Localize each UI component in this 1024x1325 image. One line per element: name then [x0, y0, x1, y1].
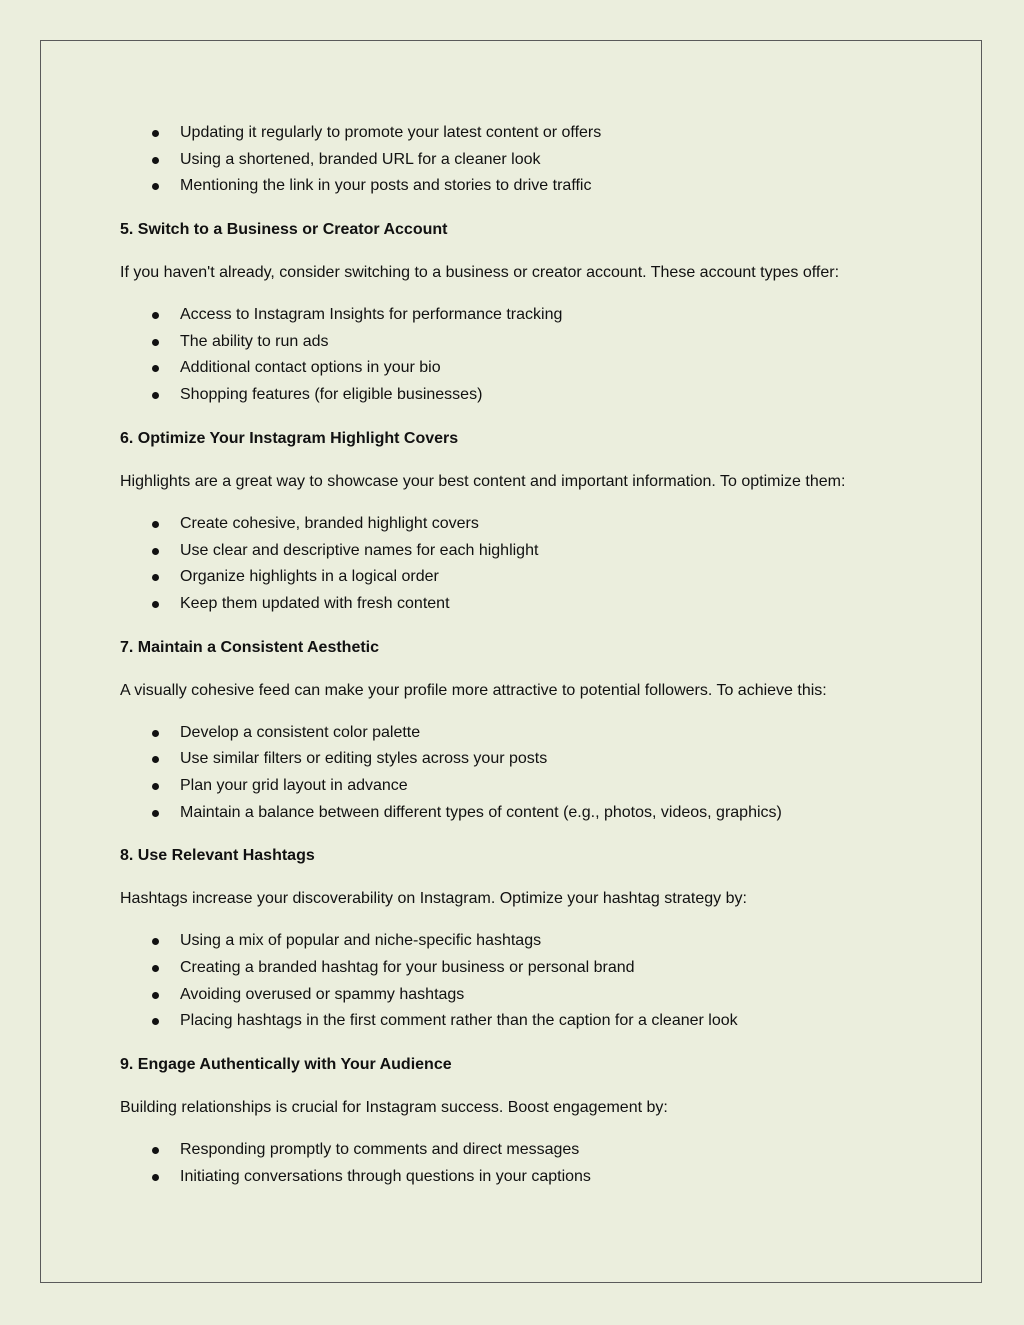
list-item: Avoiding overused or spammy hashtags — [120, 982, 920, 1009]
list-item: Responding promptly to comments and direct messages — [120, 1137, 920, 1164]
section-heading: 8. Use Relevant Hashtags — [120, 847, 315, 865]
section-paragraph: Highlights are a great way to showcase your best content and important information. To optimize them: — [120, 472, 846, 490]
section-heading: 7. Maintain a Consistent Aesthetic — [120, 638, 380, 656]
list-item: Develop a consistent color palette — [120, 720, 920, 747]
list-item: Creating a branded hashtag for your business or personal brand — [120, 955, 920, 982]
list-item: Updating it regularly to promote your latest content or offers — [120, 120, 920, 147]
list-item: Access to Instagram Insights for performance tracking — [120, 302, 920, 329]
list-item: Use similar filters or editing styles across your posts — [120, 746, 920, 773]
list-item: Plan your grid layout in advance — [120, 773, 920, 800]
section-heading: 6. Optimize Your Instagram Highlight Covers — [120, 429, 459, 447]
section-paragraph: Building relationships is crucial for Instagram success. Boost engagement by: — [120, 1099, 668, 1117]
intro-bullet-list — [120, 120, 920, 200]
list-item: Mentioning the link in your posts and stories to drive traffic — [120, 173, 920, 200]
list-item: Maintain a balance between different types of content (e.g., photos, videos, graphics) — [120, 800, 920, 827]
list-item: Organize highlights in a logical order — [120, 564, 920, 591]
section-heading: 9. Engage Authentically with Your Audience — [120, 1056, 452, 1074]
section-bullet-list — [120, 1137, 920, 1190]
list-item: Create cohesive, branded highlight covers — [120, 511, 920, 538]
document-body — [120, 120, 920, 1190]
list-item: Placing hashtags in the first comment rather than the caption for a cleaner look — [120, 1008, 920, 1035]
list-item: Use clear and descriptive names for each highlight — [120, 538, 920, 565]
list-item: Shopping features (for eligible businesses) — [120, 382, 920, 409]
section-heading: 5. Switch to a Business or Creator Account — [120, 221, 448, 239]
section-bullet-list — [120, 720, 920, 827]
section-paragraph: If you haven't already, consider switching to a business or creator account. These account types offer: — [120, 264, 840, 282]
list-item: Initiating conversations through questions in your captions — [120, 1164, 920, 1191]
section-bullet-list — [120, 928, 920, 1035]
section-bullet-list — [120, 511, 920, 618]
list-item: Using a mix of popular and niche-specific hashtags — [120, 928, 920, 955]
section-paragraph: Hashtags increase your discoverability on Instagram. Optimize your hashtag strategy by: — [120, 890, 747, 908]
list-item: Additional contact options in your bio — [120, 355, 920, 382]
section-paragraph: A visually cohesive feed can make your profile more attractive to potential followers. To achieve this: — [120, 681, 827, 699]
list-item: The ability to run ads — [120, 329, 920, 356]
list-item: Keep them updated with fresh content — [120, 591, 920, 618]
list-item: Using a shortened, branded URL for a cleaner look — [120, 147, 920, 174]
section-bullet-list — [120, 302, 920, 409]
